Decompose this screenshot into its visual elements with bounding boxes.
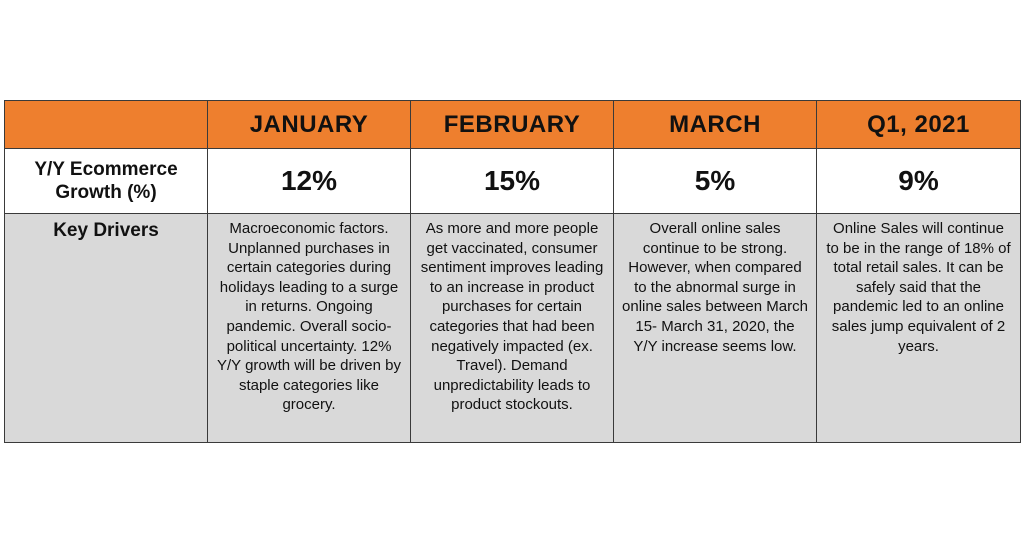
growth-value-march: 5% (614, 149, 817, 214)
header-blank-cell (5, 101, 208, 149)
key-drivers-row (5, 214, 1021, 443)
header-march: MARCH (614, 101, 817, 149)
growth-value-january: 12% (208, 149, 411, 214)
header-january: JANUARY (208, 101, 411, 149)
header-q1-2021: Q1, 2021 (817, 101, 1021, 149)
ecommerce-growth-table (4, 100, 1021, 443)
drivers-text-january: Macroeconomic factors. Unplanned purchases in certain categories during holidays leading to a surge in returns. Ongoing pandemic. Overall socio-political uncertainty. 12% Y/Y growth will be driven by staple categories like grocery. (208, 214, 411, 443)
growth-row (5, 149, 1021, 214)
growth-value-q1-2021: 9% (817, 149, 1021, 214)
drivers-text-q1-2021: Online Sales will continue to be in the range of 18% of total retail sales. It can be safely said that the pandemic led to an online sales jump equivalent of 2 years. (817, 214, 1021, 443)
header-row (5, 101, 1021, 149)
growth-label: Y/Y Ecommerce Growth (%) (5, 149, 208, 214)
growth-value-february: 15% (411, 149, 614, 214)
drivers-text-march: Overall online sales continue to be strong. However, when compared to the abnormal surge in online sales between March 15- March 31, 2020, the Y/Y increase seems low. (614, 214, 817, 443)
header-february: FEBRUARY (411, 101, 614, 149)
key-drivers-label: Key Drivers (5, 214, 208, 443)
drivers-text-february: As more and more people get vaccinated, consumer sentiment improves leading to an increase in product purchases for certain categories that had been negatively impacted (ex. Travel). Demand unpredictability leads to product stockouts. (411, 214, 614, 443)
